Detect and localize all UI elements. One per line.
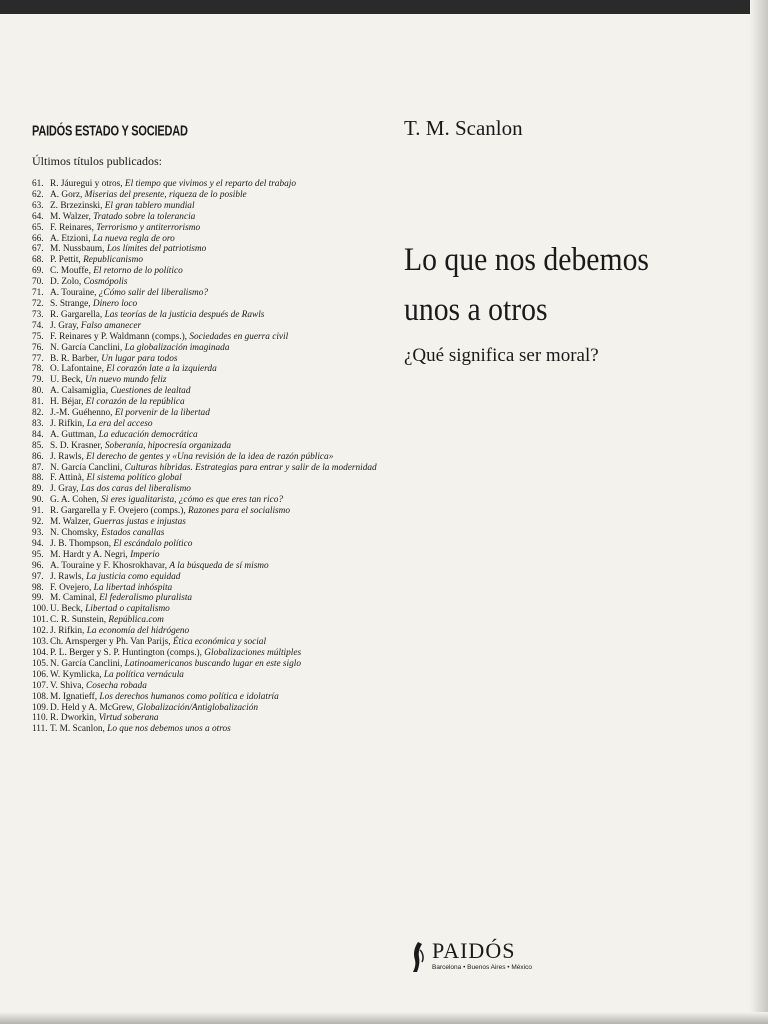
list-item-author: R. Gargarella y F. Ovejero (comps.),	[50, 506, 186, 517]
publisher-name: PAIDÓS	[432, 938, 516, 963]
list-item-author: J. B. Thompson,	[50, 538, 112, 549]
list-item-title: Un lugar para todos	[101, 353, 178, 364]
list-item-number: 63.	[32, 200, 44, 211]
list-item-author: A. Touraine y F. Khosrokhavar,	[50, 560, 168, 571]
list-item-title: El corazón de la república	[85, 397, 185, 408]
list-item-title: Tratado sobre la tolerancia	[93, 211, 196, 222]
list-item	[32, 659, 372, 670]
list-item-author: C. Mouffe,	[50, 266, 91, 277]
list-item-author: C. R. Sunstein,	[50, 615, 107, 626]
list-item-number: 72.	[32, 298, 44, 309]
list-item	[32, 593, 372, 604]
list-item	[32, 681, 372, 692]
list-item-title: Razones para el socialismo	[188, 506, 291, 517]
list-item-author: M. Nussbaum,	[50, 244, 105, 255]
list-item-number: 102.	[32, 626, 49, 637]
series-list-column	[32, 120, 377, 735]
list-item-number: 79.	[32, 375, 44, 386]
list-item	[32, 713, 372, 724]
list-item	[32, 528, 372, 539]
list-item	[32, 506, 372, 517]
list-item	[32, 408, 372, 419]
list-item	[32, 397, 372, 408]
list-item	[32, 288, 372, 299]
list-item	[32, 354, 372, 365]
list-item	[32, 462, 377, 474]
list-item-number: 90.	[32, 495, 44, 506]
list-item-author: N. García Canclini,	[50, 342, 123, 353]
list-item-author: Ch. Arnsperger y Ph. Van Parijs,	[50, 637, 171, 648]
list-item-title: La justicia como equidad	[86, 571, 181, 582]
list-item	[32, 561, 372, 572]
list-item-title: A la búsqueda de sí mismo	[169, 560, 269, 571]
list-item-number: 109.	[32, 702, 49, 713]
list-item-number: 73.	[32, 309, 44, 320]
list-item-author: G. A. Cohen,	[50, 495, 99, 506]
list-item-author: A. Calsamiglia,	[50, 386, 109, 397]
list-item-title: La era del acceso	[86, 418, 153, 429]
list-item-author: N. Chomsky,	[50, 528, 99, 538]
list-item-number: 103.	[32, 637, 49, 648]
publisher-imprint	[410, 940, 532, 974]
list-item-number: 86.	[32, 451, 44, 462]
list-item-number: 80.	[32, 386, 44, 397]
list-heading: Últimos títulos publicados:	[32, 154, 163, 168]
list-item-author: J. Rawls,	[50, 451, 84, 462]
list-item-title: La política vernácula	[103, 669, 184, 680]
list-item-author: F. Attinà,	[50, 473, 85, 484]
list-item	[32, 724, 372, 735]
list-item-author: B. R. Barber,	[50, 353, 99, 364]
list-item-author: R. Dworkin,	[50, 713, 97, 724]
list-item	[32, 244, 372, 255]
list-item-title: El tiempo que vivimos y el reparto del trabajo	[124, 179, 296, 189]
list-item-number: 81.	[32, 397, 44, 408]
list-item-author: S. D. Krasner,	[50, 440, 103, 451]
list-item-title: Libertad o capitalismo	[85, 604, 170, 615]
list-item-title: Latinoamericanos buscando lugar en este siglo	[124, 658, 301, 669]
list-item	[32, 190, 372, 201]
list-item-author: P. Pettit,	[50, 255, 81, 266]
list-item	[32, 572, 372, 583]
list-item-number: 100.	[32, 604, 49, 615]
list-item-number: 97.	[32, 571, 44, 582]
list-item-title: El retorno de lo político	[93, 266, 183, 277]
list-item-title: Republicanismo	[83, 255, 143, 266]
list-item-number: 92.	[32, 517, 44, 528]
list-item	[32, 703, 372, 714]
list-item-title: Culturas híbridas. Estrategias para entrar y salir de la modernidad	[124, 462, 377, 473]
list-item-number: 91.	[32, 506, 44, 517]
list-item-author: A. Touraine,	[50, 288, 97, 299]
list-item-number: 69.	[32, 266, 44, 277]
list-item-title: Miserias del presente, riqueza de lo posible	[84, 189, 247, 200]
list-item-title: Las teorías de la justicia después de Rawls	[104, 309, 265, 320]
list-item-number: 84.	[32, 429, 44, 440]
list-item	[32, 266, 372, 277]
list-item-title: Soberanía, hipocresía organizada	[104, 440, 231, 451]
list-item	[32, 310, 372, 321]
list-item-author: M. Caminal,	[50, 593, 97, 604]
list-item-author: V. Shiva,	[50, 680, 84, 691]
list-item-number: 74.	[32, 320, 44, 331]
list-item-author: N. García Canclini,	[50, 658, 123, 669]
list-item	[32, 255, 372, 266]
list-item-title: Si eres igualitarista, ¿cómo es que eres tan rico?	[101, 495, 284, 506]
list-item-number: 95.	[32, 549, 44, 560]
list-item	[32, 223, 372, 234]
list-item-title: Globalizaciones múltiples	[204, 647, 302, 658]
publisher-cities: Barcelona • Buenos Aires • México	[432, 964, 532, 971]
list-item-title: Los límites del patriotismo	[106, 244, 207, 255]
list-item	[32, 419, 372, 430]
list-item-author: M. Hardt y A. Negri,	[50, 549, 128, 560]
list-item-number: 99.	[32, 593, 44, 604]
list-item-author: P. L. Berger y S. P. Huntington (comps.),	[50, 647, 202, 658]
list-item	[32, 670, 372, 681]
list-item-title: La libertad inhóspita	[93, 582, 173, 593]
list-item-author: M. Walzer,	[50, 211, 91, 222]
list-item-title: Las dos caras del liberalismo	[80, 484, 191, 495]
list-item-author: A. Gorz,	[50, 189, 83, 200]
series-name: PAIDÓS ESTADO Y SOCIEDAD	[32, 124, 188, 140]
list-item-number: 67.	[32, 244, 44, 255]
list-item-author: J. Rawls,	[50, 571, 84, 582]
list-item	[32, 692, 372, 703]
list-item-author: W. Kymlicka,	[50, 669, 102, 680]
published-titles-list	[32, 179, 377, 735]
list-item-author: O. Lafontaine,	[50, 364, 104, 375]
list-item-number: 108.	[32, 691, 49, 702]
list-item-number: 71.	[32, 288, 44, 299]
list-item-title: Dinero loco	[92, 298, 138, 309]
list-item-title: Virtud soberana	[98, 713, 159, 724]
list-item-title: La globalización imaginada	[124, 342, 230, 353]
list-item-author: D. Zolo,	[50, 277, 82, 288]
list-item	[32, 604, 372, 615]
list-item-title: Imperio	[130, 549, 160, 560]
list-item	[32, 648, 372, 659]
list-item-author: J.-M. Guéhenno,	[50, 408, 113, 419]
list-item-title: Estados canallas	[101, 528, 165, 538]
list-item-author: A. Etzioni,	[50, 233, 91, 244]
list-item-title: Falso amanecer	[80, 320, 142, 331]
list-item-number: 111.	[32, 724, 48, 735]
list-item-author: J. Rifkin,	[50, 626, 85, 637]
list-item-number: 89.	[32, 484, 44, 495]
list-item	[32, 473, 372, 484]
list-item-title: El federalismo pluralista	[99, 593, 193, 604]
list-item-author: J. Gray,	[50, 484, 79, 495]
book-title-line-1: Lo que nos debemos	[404, 242, 649, 278]
list-item	[32, 386, 372, 397]
list-item	[32, 343, 372, 354]
list-item-title: Cosecha robada	[86, 680, 147, 691]
list-item	[32, 441, 372, 452]
list-item	[32, 364, 372, 375]
list-item-number: 78.	[32, 364, 44, 375]
publisher-text	[432, 940, 532, 971]
list-item-title: Un nuevo mundo feliz	[85, 375, 167, 386]
list-item-title: Globalización/Antiglobalización	[136, 702, 259, 713]
book-title-line-2: unos a otros	[404, 292, 548, 328]
list-item-number: 82.	[32, 408, 44, 419]
list-item-author: F. Reinares,	[50, 222, 94, 233]
list-item	[32, 495, 372, 506]
list-item-author: F. Ovejero,	[50, 582, 92, 593]
list-item-number: 96.	[32, 560, 44, 571]
list-item	[32, 626, 372, 637]
list-item-title: La economía del hidrógeno	[86, 626, 190, 637]
book-author: T. M. Scanlon	[404, 116, 523, 140]
list-item-number: 94.	[32, 538, 44, 549]
list-item	[32, 615, 372, 626]
list-item-title: El corazón late a la izquierda	[106, 364, 217, 375]
list-item-author: Z. Brzezinski,	[50, 200, 103, 211]
list-item-title: El gran tablero mundial	[104, 200, 195, 211]
list-item-author: D. Held y A. McGrew,	[50, 702, 135, 713]
list-item-author: A. Guttman,	[50, 429, 97, 440]
list-item-author: M. Walzer,	[50, 517, 91, 528]
list-item	[32, 321, 372, 332]
list-item-author: F. Reinares y P. Waldmann (comps.),	[50, 331, 187, 342]
list-item-title: La nueva regla de oro	[92, 233, 175, 244]
list-item-number: 68.	[32, 255, 44, 266]
list-item	[32, 212, 372, 223]
list-item	[32, 517, 372, 528]
list-item	[32, 539, 372, 550]
list-item-title: El escándalo político	[113, 538, 193, 549]
list-item-number: 88.	[32, 473, 44, 484]
list-item	[32, 332, 372, 343]
list-item-author: T. M. Scanlon,	[50, 724, 105, 735]
list-item-number: 107.	[32, 680, 49, 691]
list-item-author: U. Beck,	[50, 375, 83, 386]
list-item	[32, 484, 372, 495]
list-item-title: Cosmópolis	[83, 277, 128, 288]
list-item-number: 85.	[32, 440, 44, 451]
list-item-title: Guerras justas e injustas	[93, 517, 186, 528]
list-item-number: 110.	[32, 713, 48, 724]
list-item	[32, 583, 372, 594]
list-item-author: R. Gargarella,	[50, 309, 103, 320]
list-item	[32, 201, 372, 212]
list-item-number: 62.	[32, 189, 44, 200]
list-item-author: U. Beck,	[50, 604, 83, 615]
list-item	[32, 179, 372, 190]
list-item-number: 77.	[32, 353, 44, 364]
list-item-author: H. Béjar,	[50, 397, 84, 408]
list-item	[32, 299, 372, 310]
list-item	[32, 430, 372, 441]
list-item-number: 83.	[32, 418, 44, 429]
list-item-author: J. Gray,	[50, 320, 79, 331]
list-item	[32, 375, 372, 386]
list-item-number: 70.	[32, 277, 44, 288]
list-item	[32, 452, 372, 463]
title-column	[404, 116, 744, 367]
list-item-title: Ética económica y social	[172, 637, 267, 648]
list-item-number: 93.	[32, 528, 44, 538]
list-item-title: Cuestiones de lealtad	[110, 386, 191, 397]
list-item-title: Sociedades en guerra civil	[189, 331, 289, 342]
list-item-author: N. García Canclini,	[50, 462, 123, 473]
list-item-author: R. Jáuregui y otros,	[50, 179, 123, 189]
scan-edge-top	[0, 0, 768, 14]
list-item-number: 105.	[32, 658, 49, 669]
list-item	[32, 277, 372, 288]
list-item-number: 106.	[32, 669, 49, 680]
list-item-author: M. Ignatieff,	[50, 691, 98, 702]
list-item-number: 98.	[32, 582, 44, 593]
book-title	[404, 235, 710, 335]
list-item-title: ¿Cómo salir del liberalismo?	[98, 288, 209, 299]
list-item-title: El porvenir de la libertad	[114, 408, 210, 419]
list-item-title: Lo que nos debemos unos a otros	[107, 724, 231, 735]
list-item	[32, 550, 372, 561]
list-item-title: Terrorismo y antiterrorismo	[96, 222, 201, 233]
list-item-number: 61.	[32, 179, 44, 189]
list-item-title: República.com	[108, 615, 164, 626]
list-item-number: 75.	[32, 331, 44, 342]
list-item	[32, 234, 372, 245]
paidos-hand-logo-icon	[410, 940, 426, 974]
scan-edge-right	[750, 0, 768, 1024]
list-item-number: 104.	[32, 647, 49, 658]
list-item-author: S. Strange,	[50, 298, 91, 309]
list-item-number: 101.	[32, 615, 49, 626]
list-item-number: 65.	[32, 222, 44, 233]
list-item-title: El derecho de gentes y «Una revisión de la idea de razón pública»	[86, 451, 334, 462]
list-item-number: 64.	[32, 211, 44, 222]
scan-edge-bottom	[0, 1012, 768, 1024]
list-item	[32, 637, 372, 648]
list-item-title: La educación democrática	[98, 429, 198, 440]
list-item-title: Los derechos humanos como política e idolatría	[99, 691, 279, 702]
list-item-title: El sistema político global	[86, 473, 182, 484]
list-item-number: 87.	[32, 462, 44, 473]
book-subtitle: ¿Qué significa ser moral?	[404, 345, 599, 366]
list-item-number: 76.	[32, 342, 44, 353]
list-item-author: J. Rifkin,	[50, 418, 85, 429]
list-item-number: 66.	[32, 233, 44, 244]
